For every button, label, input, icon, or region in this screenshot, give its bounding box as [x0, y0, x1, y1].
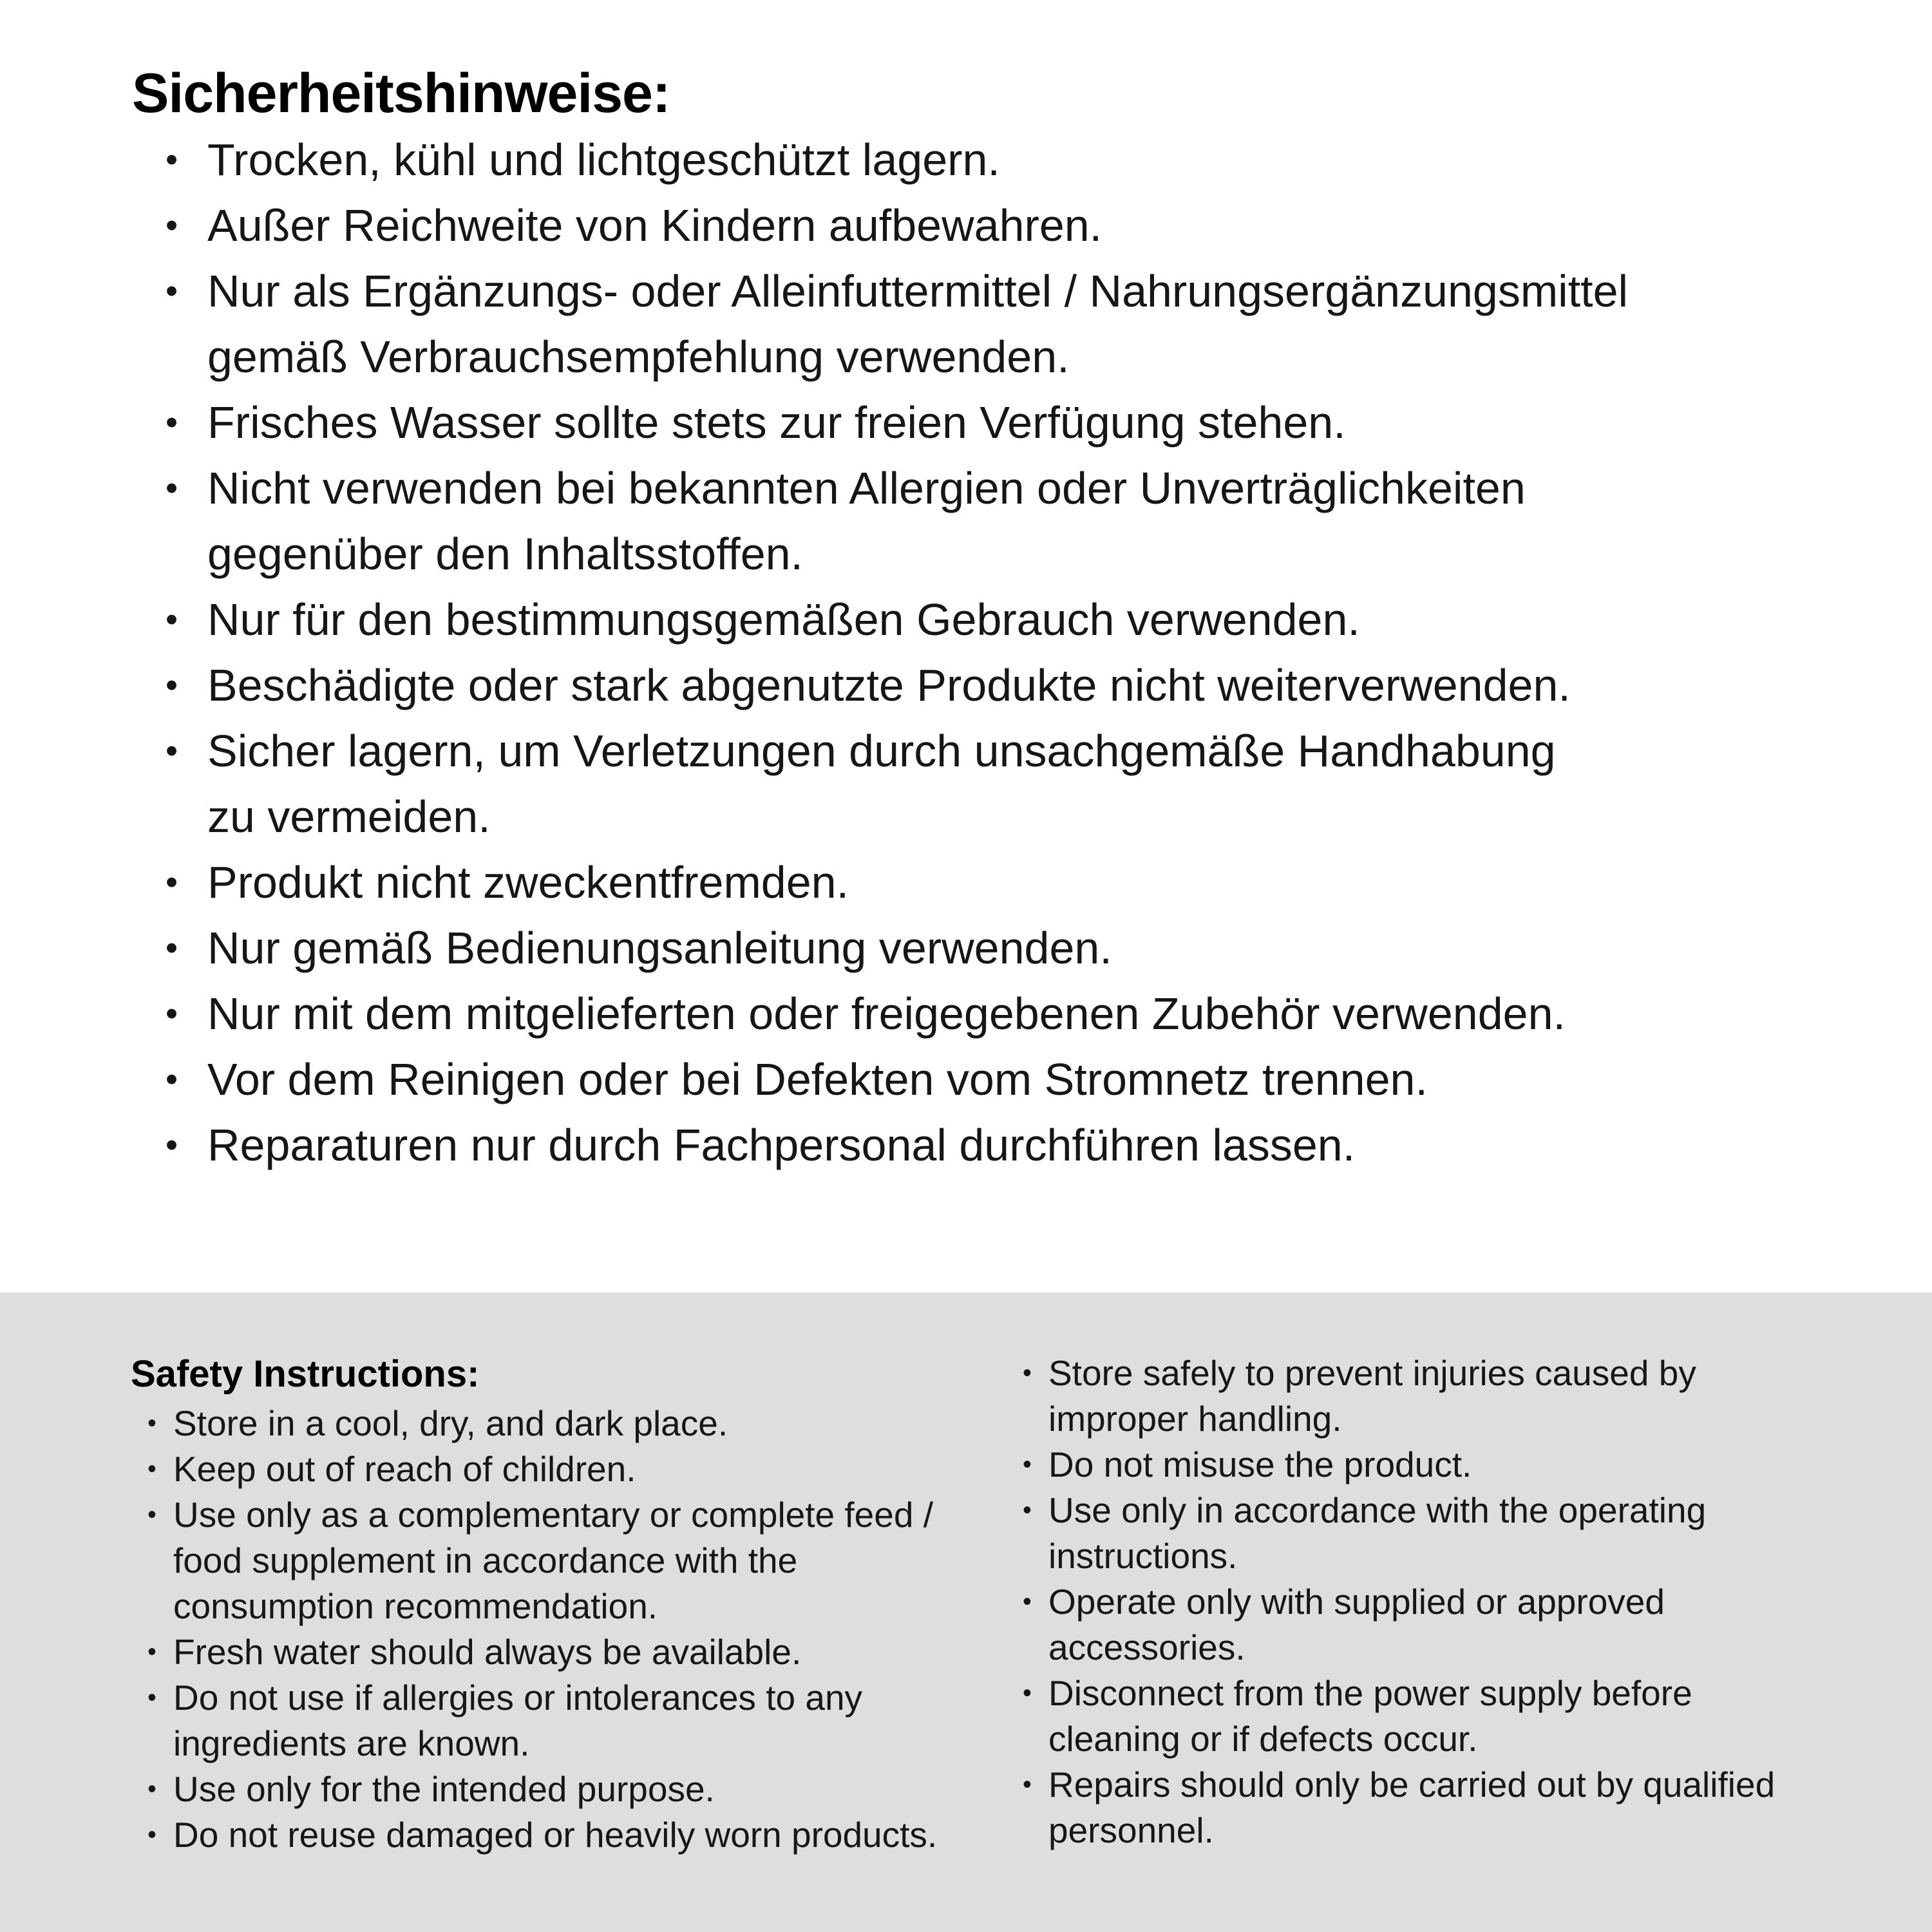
german-safety-item: • Nicht verwenden bei bekannten Allergien oder Unverträglichkeiten gegenüber den Inhaltsstoffen.: [132, 455, 1868, 587]
german-safety-item: • Sicher lagern, um Verletzungen durch unsachgemäße Handhabung zu vermeiden.: [132, 718, 1868, 849]
german-safety-item: • Trocken, kühl und lichtgeschützt lagern.: [132, 127, 1868, 193]
english-safety-item: • Use only in accordance with the operating instructions.: [1006, 1488, 1868, 1579]
english-safety-item: • Keep out of reach of children.: [131, 1446, 1006, 1492]
english-safety-item: • Use only for the intended purpose.: [131, 1766, 1006, 1812]
german-safety-item: • Frisches Wasser sollte stets zur freien Verfügung stehen.: [132, 390, 1868, 455]
german-safety-item: • Beschädigte oder stark abgenutzte Produkte nicht weiterverwenden.: [132, 652, 1868, 718]
english-safety-item: • Do not reuse damaged or heavily worn products.: [131, 1812, 1006, 1858]
english-safety-item: • Repairs should only be carried out by qualified personnel.: [1006, 1762, 1868, 1853]
english-safety-item: • Disconnect from the power supply before cleaning or if defects occur.: [1006, 1671, 1868, 1762]
page-title: Sicherheitshinweise:: [132, 62, 670, 124]
english-column-right: [1006, 1350, 1868, 1858]
english-safety-panel: [0, 1293, 1932, 1932]
english-safety-item: • Store safely to prevent injuries caused by improper handling.: [1006, 1350, 1868, 1442]
english-columns: [0, 1293, 1932, 1858]
english-safety-item: • Do not use if allergies or intolerances to any ingredients are known.: [131, 1675, 1006, 1766]
german-safety-item: • Nur für den bestimmungsgemäßen Gebrauch verwenden.: [132, 587, 1868, 652]
english-safety-item: • Store in a cool, dry, and dark place.: [131, 1401, 1006, 1446]
english-safety-item: • Do not misuse the product.: [1006, 1442, 1868, 1488]
german-safety-item: • Nur mit dem mitgelieferten oder freigegebenen Zubehör verwenden.: [132, 981, 1868, 1046]
german-safety-item: • Vor dem Reinigen oder bei Defekten vom Stromnetz trennen.: [132, 1046, 1868, 1112]
german-safety-item: • Außer Reichweite von Kindern aufbewahren.: [132, 193, 1868, 258]
english-safety-item: • Operate only with supplied or approved accessories.: [1006, 1579, 1868, 1671]
english-heading: Safety Instructions:: [131, 1353, 480, 1395]
german-safety-item: • Produkt nicht zweckentfremden.: [132, 849, 1868, 915]
german-safety-item: • Nur gemäß Bedienungsanleitung verwenden.: [132, 915, 1868, 981]
english-safety-list-right: [1006, 1350, 1868, 1853]
english-column-left: [131, 1350, 1006, 1858]
english-safety-list-left: [131, 1401, 1006, 1858]
english-safety-item: • Use only as a complementary or complete feed / food supplement in accordance with the consumption recommendation.: [131, 1492, 1006, 1629]
german-safety-item: • Reparaturen nur durch Fachpersonal durchführen lassen.: [132, 1112, 1868, 1178]
german-safety-list: [132, 127, 1868, 1178]
german-safety-item: • Nur als Ergänzungs- oder Alleinfuttermittel / Nahrungsergänzungsmittel gemäß Verbrauchsempfehlung verwenden.: [132, 258, 1868, 390]
english-safety-item: • Fresh water should always be available.: [131, 1629, 1006, 1675]
